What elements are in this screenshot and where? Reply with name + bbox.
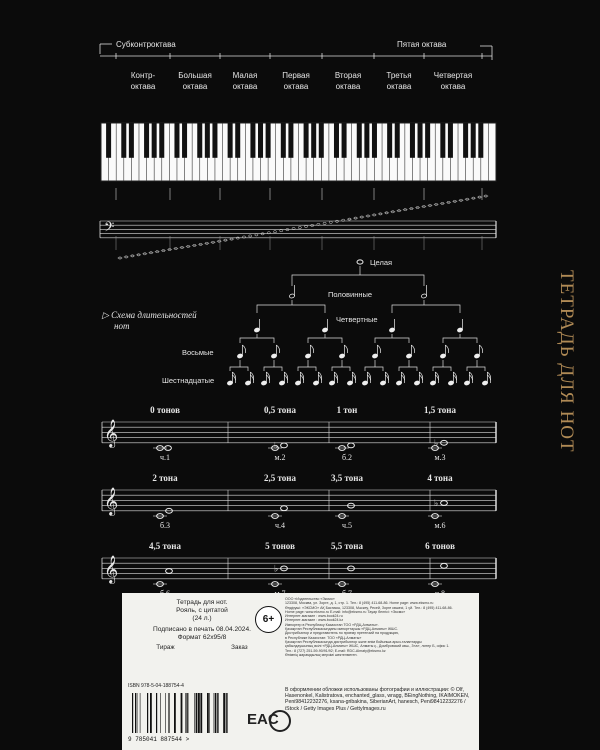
- interval-name: ч.1: [159, 453, 171, 462]
- isbn: ISBN 978-5-04-188754-4: [128, 683, 184, 689]
- eac-mark: EAC: [247, 711, 279, 728]
- publisher-line: Қазақстан Республикасындағы импорттаушы «РДЦ-Алматы» ЖШС.: [285, 627, 399, 632]
- publisher-line: қабылдаушының өкілі «РДЦ-Алматы» ЖШС, Алматы қ., Домбровский көш., 3«а», литер Б, офис 1.: [285, 644, 450, 649]
- duration-scheme: [101, 258, 491, 386]
- whole-label: Целая: [370, 258, 393, 267]
- octave-label: Четвертая: [433, 71, 473, 80]
- octave-label: Вторая: [334, 71, 362, 80]
- imprint-left: [128, 599, 276, 652]
- octave-label: Контр-: [130, 71, 156, 80]
- scheme-title-line2: нот: [114, 321, 130, 331]
- octave-label: Малая: [232, 71, 258, 80]
- svg-text:♭: ♭: [434, 498, 439, 508]
- eksmo-logo-icon: [269, 710, 291, 732]
- interval-tones: 2,5 тона: [264, 473, 296, 483]
- half-label: Половинные: [328, 290, 373, 299]
- octave-label: Первая: [282, 71, 310, 80]
- quarter-label: Четвертные: [336, 315, 378, 324]
- octave-header: [100, 40, 492, 91]
- interval-tones: 5,5 тона: [331, 541, 363, 551]
- octave-label-line2: октава: [182, 82, 208, 91]
- publisher-line: Дистрибьютор и представитель по приему претензий на продукцию,: [285, 631, 400, 636]
- svg-text:𝄞: 𝄞: [104, 556, 119, 583]
- octave-label-line2: октава: [130, 82, 156, 91]
- fifth-octave-label: Пятая октава: [397, 40, 447, 49]
- bass-staff: [100, 195, 496, 259]
- barcode-digits: 9 785041 887544 >: [128, 736, 190, 743]
- interval-staves: [102, 405, 496, 598]
- sixteenth-label: Шестнадцатые: [162, 376, 215, 385]
- publisher-line: ООО «Издательство «Эксмо»: [285, 597, 335, 601]
- format: Формат 62х95/8: [177, 634, 227, 641]
- interval-name: б.2: [341, 453, 353, 462]
- barcode: [128, 691, 236, 743]
- publisher-line: Өндіруші: «ЭКСМО» АҚ Баспасы, 123308, Мәскеу, Ресей, Зорге көшесі, 1 үй. Тел.: 8 (495) 411-68-86.: [285, 605, 453, 610]
- interval-tones: 5 тонов: [265, 541, 295, 551]
- octave-label: Большая: [178, 71, 212, 80]
- zakaz-label: Заказ: [231, 644, 248, 651]
- interval-tones: 4 тона: [427, 473, 453, 483]
- interval-tones: 0 тонов: [150, 405, 180, 415]
- octave-label-line2: октава: [283, 82, 309, 91]
- publisher-line: Импортер в Республику Казахстан ТОО «РДЦ-Алматы».: [285, 622, 379, 627]
- octave-label-line2: октава: [335, 82, 361, 91]
- book-title: Тетрадь для нот.: [176, 599, 228, 606]
- svg-text:♭: ♭: [274, 563, 279, 574]
- interval-name: м.3: [434, 453, 446, 462]
- interval-tones: 4,5 тона: [149, 541, 181, 551]
- subcontra-label: Субконтроктава: [116, 40, 176, 49]
- interval-name: б.3: [159, 521, 171, 530]
- cover-credits: В оформлении обложки использованы фотографии и иллюстрации: © Olf, Hasenonkel, Kalistratova, enchanted_glass, wragg, BEingNothing, IKAIMOKEN, Peni98412232276, ksana-gribakina, SiberianArt, hanesch, Peni98412232276 / iStock / Getty Images Plus / GettyImages.ru: [285, 687, 470, 712]
- octave-label-line2: октава: [232, 82, 258, 91]
- publisher-line: Интернет-магазин : www.book24.ru: [285, 614, 343, 619]
- interval-tones: 1 тон: [336, 405, 358, 415]
- interval-tones: 3,5 тона: [331, 473, 363, 483]
- publisher-line: Өнімнің жарамдылық мерзімі шектелмеген.: [285, 652, 358, 657]
- scheme-title: ▷ Схема длительностей: [102, 310, 197, 320]
- imprint-panel: [122, 593, 479, 750]
- interval-name: ч.4: [274, 521, 286, 530]
- interval-name: ч.5: [341, 521, 353, 530]
- publisher-line: Интернет-магазин : www.book24.kz: [285, 618, 344, 623]
- book-pages: (24 л.): [192, 615, 212, 622]
- eighth-label: Восьмые: [182, 348, 214, 357]
- signed-date: Подписано в печать 08.04.2024.: [153, 626, 251, 633]
- age-rating-badge: 6+: [255, 606, 282, 633]
- svg-text:♭: ♭: [274, 440, 279, 451]
- publisher-line: Қазақстан Республикасында дистрибьютор және өнім бойынша арыз-талаптарды: [285, 639, 422, 644]
- octave-label: Третья: [386, 71, 412, 80]
- svg-text:𝄞: 𝄞: [104, 420, 119, 447]
- spine-title: ТЕТРАДЬ ДЛЯ НОТ: [556, 270, 577, 453]
- book-subtitle: Рояль, с цитатой: [176, 607, 228, 614]
- publisher-line: Тел.: 8 (727) 251-59-90/91/92; E-mail: RDC-Almaty@eksmo.kz: [285, 648, 386, 653]
- interval-tones: 1,5 тона: [424, 405, 456, 415]
- publisher-line: 123308, Москва, ул. Зорге, д. 1, стр. 1. Тел.: 8 (495) 411-68-86. Home page: www.eksmo.ru: [285, 601, 434, 606]
- piano-keyboard: [101, 123, 496, 200]
- interval-tones: 0,5 тона: [264, 405, 296, 415]
- svg-text:𝄞: 𝄞: [104, 488, 119, 515]
- svg-text:𝄢: 𝄢: [104, 221, 115, 238]
- octave-label-line2: октава: [440, 82, 466, 91]
- octave-label-line2: октава: [386, 82, 412, 91]
- interval-tones: 6 тонов: [425, 541, 455, 551]
- svg-text:♭: ♭: [434, 437, 439, 448]
- publisher-info: [285, 597, 475, 657]
- publisher-line: Home page: www.eksmo.ru E-mail: info@eksmo.ru Тауар белгісі: «Эксмо»: [285, 609, 406, 614]
- interval-name: м.6: [434, 521, 446, 530]
- tirazh-label: Тираж: [156, 644, 175, 651]
- interval-tones: 2 тона: [152, 473, 178, 483]
- publisher-line: в Республике Казахстан: ТОО «РДЦ-Алматы»: [285, 635, 362, 640]
- interval-name: м.2: [274, 453, 286, 462]
